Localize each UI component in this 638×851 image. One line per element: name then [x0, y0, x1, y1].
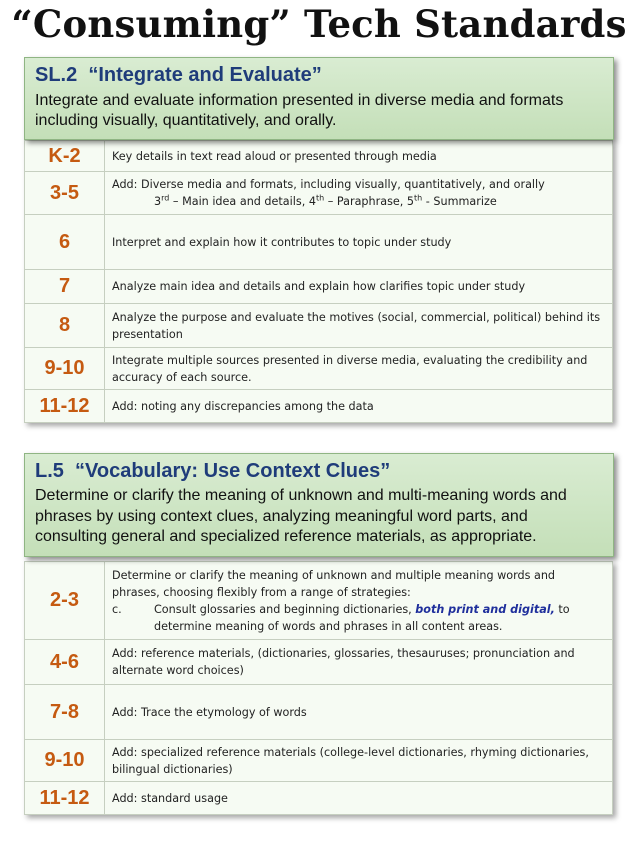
standard-detail: [105, 172, 613, 215]
list-item-text: [154, 601, 605, 635]
table-row: [25, 348, 613, 390]
grade-3-text: – Main idea and details,: [169, 195, 309, 208]
grade-5-text: - Summarize: [422, 195, 497, 208]
l5-header: [24, 453, 614, 557]
grade-4-text: – Paraphrase,: [324, 195, 407, 208]
l5-section: [24, 453, 614, 815]
detail-main: Add: Diverse media and formats, including visually, quantitatively, and orally: [112, 178, 545, 191]
grade-label: 11-12: [25, 782, 105, 815]
table-row: [25, 270, 613, 304]
grade-label: 9-10: [25, 348, 105, 390]
grade-3-ordinal: 3: [154, 195, 162, 208]
table-row: [25, 172, 613, 215]
table-row: [25, 215, 613, 270]
grade-4-ordinal: 4: [308, 195, 316, 208]
table-row: [25, 390, 613, 423]
list-item-text-b: to determine meaning of words and phrases in all content areas.: [154, 602, 570, 633]
table-row: [25, 685, 613, 740]
standard-detail: Add: specialized reference materials (college-level dictionaries, rhyming dictionaries, bilingual dictionaries): [105, 740, 613, 782]
list-item-text-a: Consult glossaries and beginning dictionaries,: [154, 602, 416, 616]
standard-detail: Add: noting any discrepancies among the data: [105, 390, 613, 423]
standard-detail: Integrate multiple sources presented in diverse media, evaluating the credibility and accuracy of each source.: [105, 348, 613, 390]
sl2-standard-code: SL.2 “Integrate and Evaluate”: [35, 64, 322, 86]
table-row: [25, 740, 613, 782]
standard-detail: Interpret and explain how it contributes to topic under study: [105, 215, 613, 270]
detail-main: Determine or clarify the meaning of unknown and multiple meaning words and phrases, choosing flexibly from a range of strategies:: [112, 568, 556, 599]
list-marker: c.: [112, 602, 122, 616]
table-row: [25, 640, 613, 685]
grade-label: 8: [25, 304, 105, 348]
grade-label: 3-5: [25, 172, 105, 215]
l5-standard-code: L.5 “Vocabulary: Use Context Clues”: [35, 460, 391, 482]
emphasis-text: both print and digital,: [415, 602, 555, 616]
l5-standard-description: Determine or clarify the meaning of unknown and multi-meaning words and phrases by using context clues, analyzing meaningful word parts, and consulting general and specialized reference materials, as appropriate.: [35, 487, 567, 545]
standard-detail: Add: Trace the etymology of words: [105, 685, 613, 740]
grade-label: 2-3: [25, 562, 105, 640]
table-row: [25, 782, 613, 815]
standard-detail: Analyze the purpose and evaluate the motives (social, commercial, political) behind its presentation: [105, 304, 613, 348]
detail-subline: [112, 193, 605, 210]
table-row: [25, 562, 613, 640]
table-row: [25, 141, 613, 172]
grade-5-ordinal: 5: [406, 195, 415, 208]
standard-detail: Add: standard usage: [105, 782, 613, 815]
grade-label: 7: [25, 270, 105, 304]
grade-label: 9-10: [25, 740, 105, 782]
page-title: “Consuming” Tech Standards: [11, 2, 627, 46]
grade-label: 4-6: [25, 640, 105, 685]
l5-table: [24, 561, 613, 815]
standard-detail: Analyze main idea and details and explain how clarifies topic under study: [105, 270, 613, 304]
grade-label: 7-8: [25, 685, 105, 740]
standard-detail: Key details in text read aloud or presented through media: [105, 141, 613, 172]
ordinal-suffix: th: [315, 193, 325, 203]
standard-detail: [105, 562, 613, 640]
grade-label: 6: [25, 215, 105, 270]
sl2-section: [24, 57, 614, 423]
ordinal-suffix: th: [414, 193, 423, 203]
grade-label: 11-12: [25, 390, 105, 423]
table-row: [25, 304, 613, 348]
detail-list-item: [112, 601, 605, 635]
standard-detail: Add: reference materials, (dictionaries, glossaries, thesauruses; pronunciation and alternate word choices): [105, 640, 613, 685]
sl2-table: [24, 140, 613, 423]
sl2-header: [24, 57, 614, 140]
sl2-standard-description: Integrate and evaluate information presented in diverse media and formats including visually, quantitatively, and orally.: [35, 92, 564, 129]
grade-label: K-2: [25, 141, 105, 172]
ordinal-suffix: rd: [161, 193, 170, 203]
